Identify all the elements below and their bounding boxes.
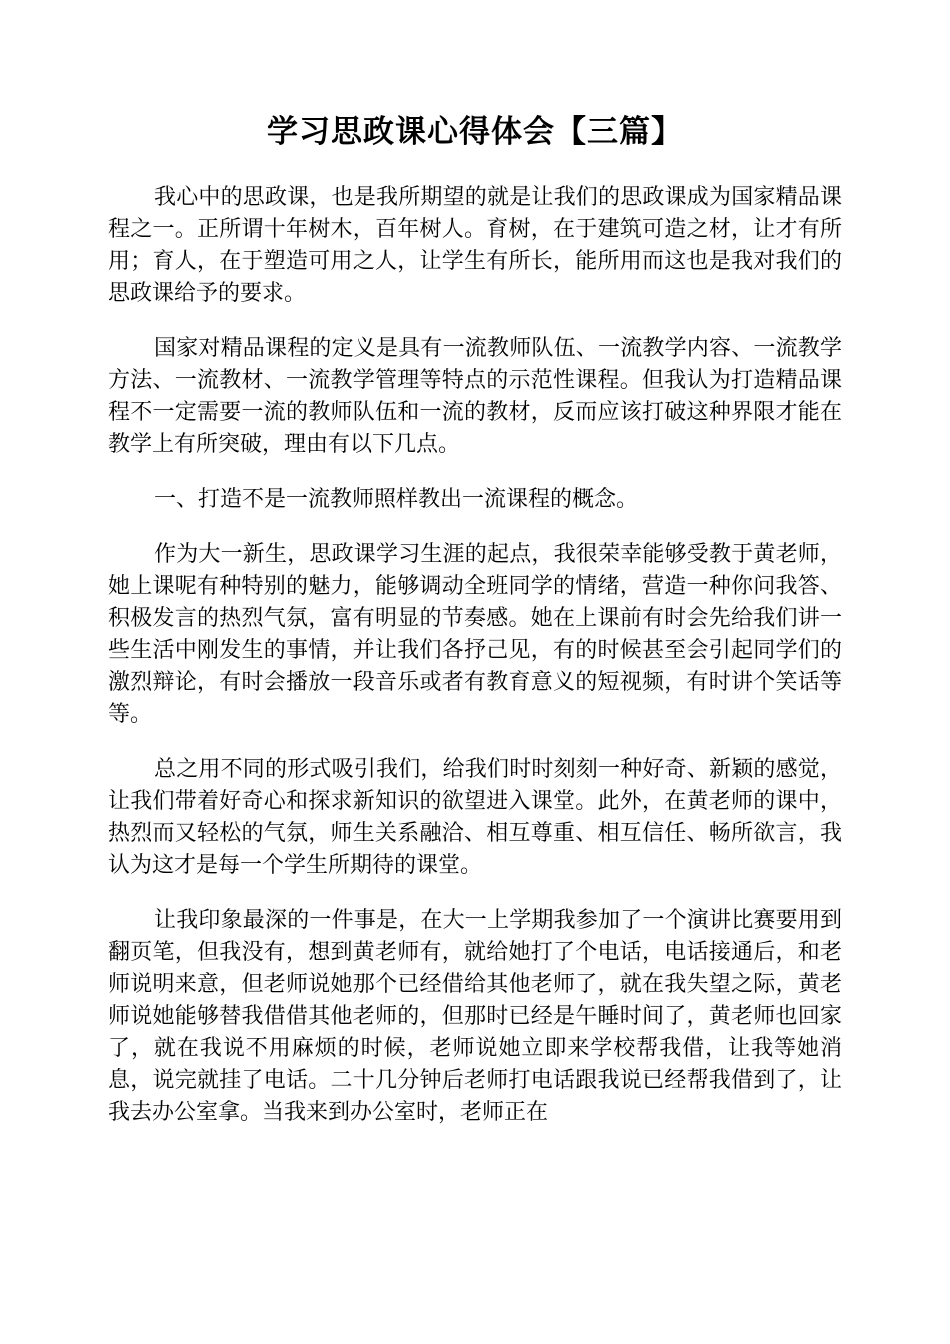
paragraph-2: 国家对精品课程的定义是具有一流教师队伍、一流教学内容、一流教学方法、一流教材、一流教学管理等特点的示范性课程。但我认为打造精品课程不一定需要一流的教师队伍和一流的教材，反而应该打破这种界限才能在教学上有所突破，理由有以下几点。 (108, 336, 842, 457)
paragraph-6: 让我印象最深的一件事是，在大一上学期我参加了一个演讲比赛要用到翻页笔，但我没有，想到黄老师有，就给她打了个电话，电话接通后，和老师说明来意，但老师说她那个已经借给其他老师了，就在我失望之际，黄老师说她能够替我借借其他老师的，但那时已经是午睡时间了，黄老师也回家了，就在我说不用麻烦的时候，老师说她立即来学校帮我借，让我等她消息，说完就挂了电话。二十几分钟后老师打电话跟我说已经帮我借到了，让我去办公室拿。当我来到办公室时，老师正在 (108, 908, 842, 1125)
document-page (108, 108, 842, 1152)
document-title: 学习思政课心得体会【三篇】 (267, 114, 683, 150)
paragraph-3-heading: 一、打造不是一流教师照样教出一流课程的概念。 (154, 487, 639, 512)
paragraph-4: 作为大一新生，思政课学习生涯的起点，我很荣幸能够受教于黄老师，她上课呢有种特别的魅力，能够调动全班同学的情绪，营造一种你问我答、积极发言的热烈气氛，富有明显的节奏感。她在上课前有时会先给我们讲一些生活中刚发生的事情，并让我们各抒己见，有的时候甚至会引起同学们的激烈辩论，有时会播放一段音乐或者有教育意义的短视频，有时讲个笑话等等。 (108, 542, 842, 727)
paragraph-5: 总之用不同的形式吸引我们，给我们时时刻刻一种好奇、新颖的感觉，让我们带着好奇心和探求新知识的欲望进入课堂。此外，在黄老师的课中，热烈而又轻松的气氛，师生关系融洽、相互尊重、相互信任、畅所欲言，我认为这才是每一个学生所期待的课堂。 (108, 757, 842, 878)
paragraph-1: 我心中的思政课，也是我所期望的就是让我们的思政课成为国家精品课程之一。正所谓十年树木，百年树人。育树，在于建筑可造之材，让才有所用；育人，在于塑造可用之人，让学生有所长，能所用而这也是我对我们的思政课给予的要求。 (108, 185, 842, 306)
